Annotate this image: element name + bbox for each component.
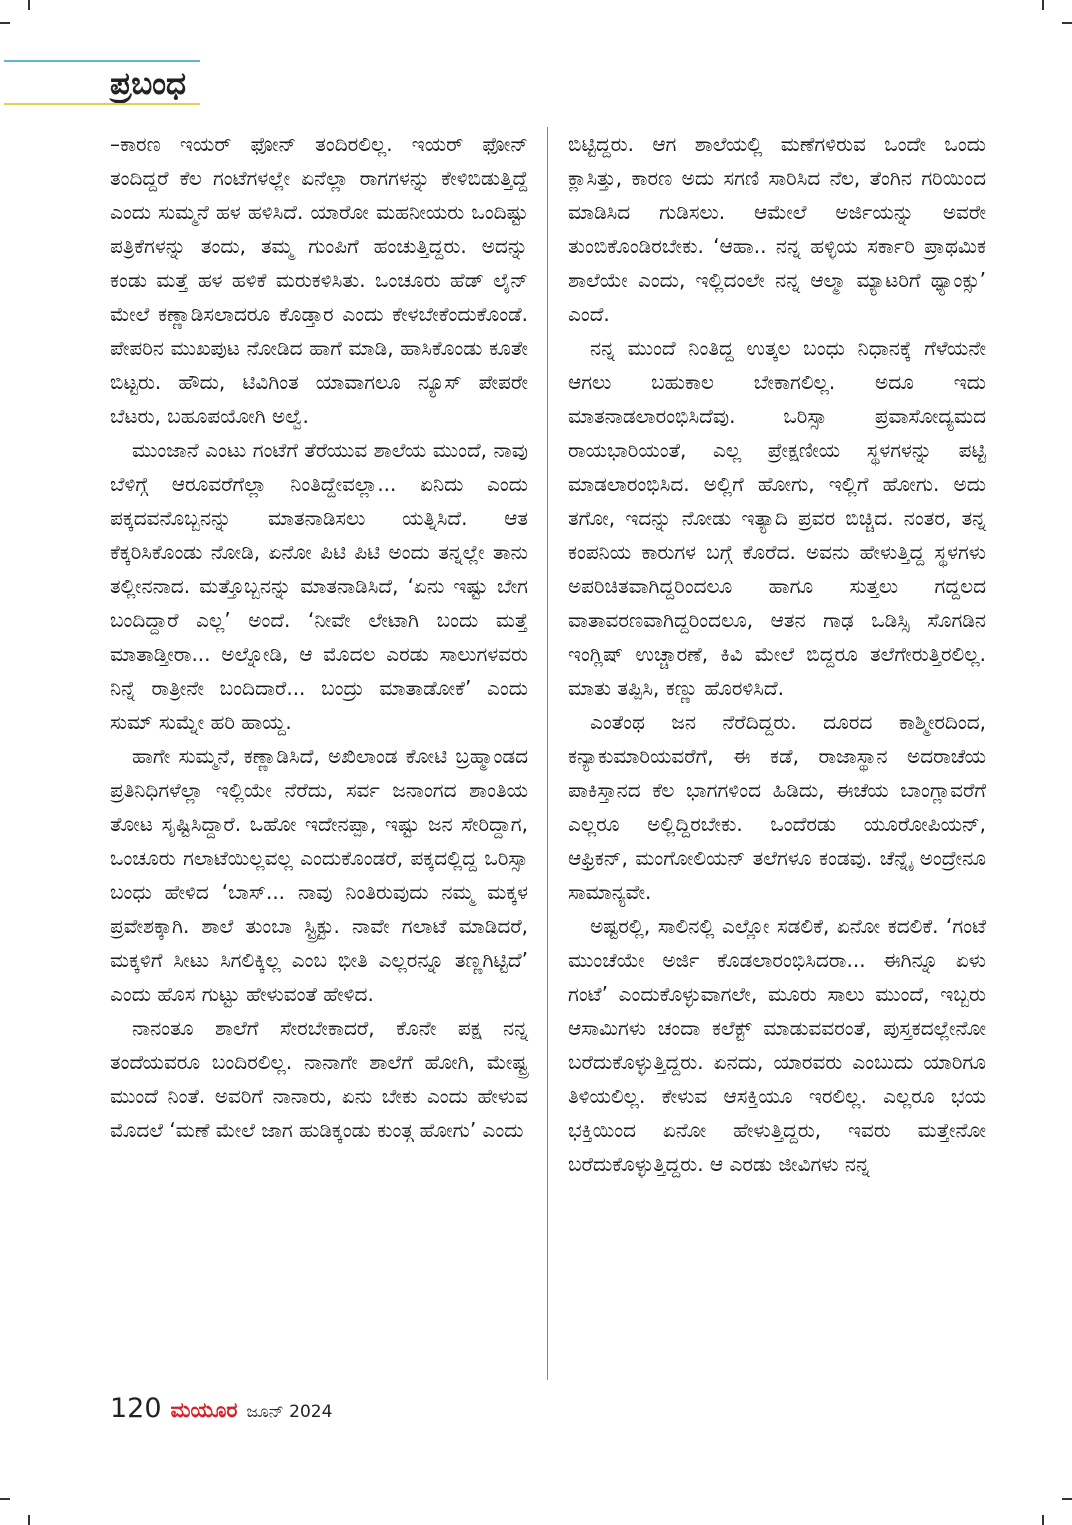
crop-mark <box>28 1515 30 1525</box>
crop-mark <box>1062 1498 1072 1500</box>
crop-mark <box>28 0 30 10</box>
crop-mark <box>0 22 10 24</box>
paragraph: ಅಷ್ಟರಲ್ಲಿ, ಸಾಲಿನಲ್ಲಿ ಎಲ್ಲೋ ಸಡಲಿಕೆ, ಏನೋ ಕದಲಿಕೆ. ‘ಗಂಟೆ ಮುಂಚೆಯೇ ಅರ್ಜಿ ಕೊಡಲಾರಂಭಿಸಿದರಾ... ಈಗಿನ್ನೂ ಏಳು ಗಂಟೆ’ ಎಂದುಕೊಳ್ಳುವಾಗಲೇ, ಮೂರು ಸಾಲು ಮುಂದೆ, ಇಬ್ಬರು ಆಸಾಮಿಗಳು ಚಂದಾ ಕಲೆಕ್ಟ್ ಮಾಡುವವರಂತೆ, ಪುಸ್ತಕದಲ್ಲೇನೋ ಬರೆದುಕೊಳ್ಳುತ್ತಿದ್ದರು. ಏನದು, ಯಾರವರು ಎಂಬುದು ಯಾರಿಗೂ ತಿಳಿಯಲಿಲ್ಲ. ಕೇಳುವ ಆಸಕ್ತಿಯೂ ಇರಲಿಲ್ಲ. ಎಲ್ಲರೂ ಭಯ ಭಕ್ತಿಯಿಂದ ಏನೋ ಹೇಳುತ್ತಿದ್ದರು, ಇವರು ಮತ್ತೇನೋ ಬರೆದುಕೊಳ್ಳುತ್ತಿದ್ದರು. ಆ ಎರಡು ಜೀವಿಗಳು ನನ್ನ <box>568 914 986 1176</box>
section-title: ಪ್ರಬಂಧ <box>110 66 186 102</box>
article-column-left <box>110 127 528 1147</box>
paragraph: ಹಾಗೇ ಸುಮ್ಮನೆ, ಕಣ್ಣಾಡಿಸಿದೆ, ಅಖಿಲಾಂಡ ಕೋಟಿ ಬ್ರಹ್ಮಾಂಡದ ಪ್ರತಿನಿಧಿಗಳೆಲ್ಲಾ ಇಲ್ಲಿಯೇ ನೆರೆದು, ಸರ್ವ ಜನಾಂಗದ ಶಾಂತಿಯ ತೋಟ ಸೃಷ್ಟಿಸಿದ್ದಾರೆ. ಒಹೋ ಇದೇನಪ್ಪಾ, ಇಷ್ಟು ಜನ ಸೇರಿದ್ದಾಗ, ಒಂಚೂರು ಗಲಾಟೆಯಿಲ್ಲವಲ್ಲ ಎಂದುಕೊಂಡರೆ, ಪಕ್ಕದಲ್ಲಿದ್ದ ಒರಿಸ್ಸಾ ಬಂಧು ಹೇಳಿದ ‘ಬಾಸ್... ನಾವು ನಿಂತಿರುವುದು ನಮ್ಮ ಮಕ್ಕಳ ಪ್ರವೇಶಕ್ಕಾಗಿ. ಶಾಲೆ ತುಂಬಾ ಸ್ಟ್ರಿಕ್ಟು. ನಾವೇ ಗಲಾಟೆ ಮಾಡಿದರೆ, ಮಕ್ಕಳಿಗೆ ಸೀಟು ಸಿಗಲಿಕ್ಕಿಲ್ಲ ಎಂಬ ಭೀತಿ ಎಲ್ಲರನ್ನೂ ತಣ್ಣಗಿಟ್ಟಿದೆ’ ಎಂದು ಹೊಸ ಗುಟ್ಟು ಹೇಳುವಂತೆ ಹೇಳಿದ. <box>110 744 528 1006</box>
paragraph: ನಾನಂತೂ ಶಾಲೆಗೆ ಸೇರಬೇಕಾದರೆ, ಕೊನೇ ಪಕ್ಷ ನನ್ನ ತಂದೆಯವರೂ ಬಂದಿರಲಿಲ್ಲ. ನಾನಾಗೇ ಶಾಲೆಗೆ ಹೋಗಿ, ಮೇಷ್ಟ್ರ ಮುಂದೆ ನಿಂತೆ. ಅವರಿಗೆ ನಾನಾರು, ಏನು ಬೇಕು ಎಂದು ಹೇಳುವ ಮೊದಲೆ ‘ಮಣೆ ಮೇಲೆ ಜಾಗ ಹುಡಿಕ್ಕಂಡು ಕುಂತ್ಗ ಹೋಗು’ ಎಂದು <box>110 1016 528 1142</box>
paragraph: ಬಿಟ್ಟಿದ್ದರು. ಆಗ ಶಾಲೆಯಲ್ಲಿ ಮಣೆಗಳಿರುವ ಒಂದೇ ಒಂದು ಕ್ಲಾಸಿತ್ತು, ಕಾರಣ ಅದು ಸಗಣಿ ಸಾರಿಸಿದ ನೆಲ, ತೆಂಗಿನ ಗರಿಯಿಂದ ಮಾಡಿಸಿದ ಗುಡಿಸಲು. ಆಮೇಲೆ ಅರ್ಜಿಯನ್ನು ಅವರೇ ತುಂಬಿಕೊಂಡಿರಬೇಕು. ‘ಆಹಾ.. ನನ್ನ ಹಳ್ಳಿಯ ಸರ್ಕಾರಿ ಪ್ರಾಥಮಿಕ ಶಾಲೆಯೇ ಎಂದು, ಇಲ್ಲಿದಂಲೇ ನನ್ನ ಆಲ್ಮಾ ಮ್ಯಾಟರಿಗೆ ಥ್ಯಾಂಕ್ಸು’ ಎಂದೆ. <box>568 132 986 326</box>
paragraph: ಮುಂಜಾನೆ ಎಂಟು ಗಂಟೆಗೆ ತೆರೆಯುವ ಶಾಲೆಯ ಮುಂದೆ, ನಾವು ಬೆಳಿಗ್ಗೆ ಆರೂವರೆಗೆಲ್ಲಾ ನಿಂತಿದ್ದೇವಲ್ಲಾ... ಏನಿದು ಎಂದು ಪಕ್ಕದವನೊಬ್ಬನನ್ನು ಮಾತನಾಡಿಸಲು ಯತ್ನಿಸಿದೆ. ಆತ ಕೆಕ್ಕರಿಸಿಕೊಂಡು ನೋಡಿ, ಏನೋ ಪಿಟಿ ಪಿಟಿ ಅಂದು ತನ್ನಲ್ಲೇ ತಾನು ತಲ್ಲೀನನಾದ. ಮತ್ತೊಬ್ಬನನ್ನು ಮಾತನಾಡಿಸಿದೆ, ‘ಏನು ಇಷ್ಟು ಬೇಗ ಬಂದಿದ್ದಾರೆ ಎಲ್ಲ’ ಅಂದೆ. ‘ನೀವೇ ಲೇಟಾಗಿ ಬಂದು ಮತ್ತೆ ಮಾತಾಡ್ತೀರಾ... ಅಲ್ನೋಡಿ, ಆ ಮೊದಲ ಎರಡು ಸಾಲುಗಳವರು ನಿನ್ನೆ ರಾತ್ರೀನೇ ಬಂದಿದಾರೆ... ಬಂದ್ರು ಮಾತಾಡೋಕೆ’ ಎಂದು ಸುಮ್ ಸುಮ್ನೇ ಹರಿ ಹಾಯ್ದ. <box>110 438 528 734</box>
page-number: 120 <box>110 1393 162 1424</box>
magazine-logo: ಮಯೂರ <box>170 1398 238 1422</box>
paragraph: –ಕಾರಣ ಇಯರ್ ಫೋನ್ ತಂದಿರಲಿಲ್ಲ. ಇಯರ್ ಫೋನ್ ತಂದಿದ್ದರೆ ಕೆಲ ಗಂಟೆಗಳಲ್ಲೇ ಏನೆಲ್ಲಾ ರಾಗಗಳನ್ನು ಕೇಳಿಬಿಡುತ್ತಿದ್ದೆ ಎಂದು ಸುಮ್ಮನೆ ಹಳ ಹಳಿಸಿದೆ. ಯಾರೋ ಮಹನೀಯರು ಒಂದಿಷ್ಟು ಪತ್ರಿಕೆಗಳನ್ನು ತಂದು, ತಮ್ಮ ಗುಂಪಿಗೆ ಹಂಚುತ್ತಿದ್ದರು. ಅದನ್ನು ಕಂಡು ಮತ್ತೆ ಹಳ ಹಳಿಕೆ ಮರುಕಳಿಸಿತು. ಒಂಚೂರು ಹೆಡ್ ಲೈನ್ ಮೇಲೆ ಕಣ್ಣಾಡಿಸಲಾದರೂ ಕೊಡ್ತಾರ ಎಂದು ಕೇಳಬೇಕೆಂದುಕೊಂಡೆ. ಪೇಪರಿನ ಮುಖಪುಟ ನೋಡಿದ ಹಾಗೆ ಮಾಡಿ, ಹಾಸಿಕೊಂಡು ಕೂತೇ ಬಿಟ್ಟರು. ಹೌದು, ಟಿವಿಗಿಂತ ಯಾವಾಗಲೂ ನ್ಯೂಸ್ ಪೇಪರೇ ಬೆಟರು, ಬಹೂಪಯೋಗಿ ಅಲ್ವೆ. <box>110 132 528 428</box>
paragraph: ಎಂತೆಂಥ ಜನ ನೆರೆದಿದ್ದರು. ದೂರದ ಕಾಶ್ಮೀರದಿಂದ, ಕನ್ಯಾಕುಮಾರಿಯವರೆಗೆ, ಈ ಕಡೆ, ರಾಜಾಸ್ಥಾನ ಅದರಾಚೆಯ ಪಾಕಿಸ್ತಾನದ ಕೆಲ ಭಾಗಗಳಿಂದ ಹಿಡಿದು, ಈಚೆಯ ಬಾಂಗ್ಲಾವರೆಗೆ ಎಲ್ಲರೂ ಅಲ್ಲಿದ್ದಿರಬೇಕು. ಒಂದೆರಡು ಯೂರೋಪಿಯನ್, ಆಫ್ರಿಕನ್, ಮಂಗೋಲಿಯನ್ ತಲೆಗಳೂ ಕಂಡವು. ಚೆನ್ನೈ ಅಂದ್ರೇನೂ ಸಾಮಾನ್ಯವೇ. <box>568 710 986 904</box>
section-rule-bottom <box>4 103 200 105</box>
page-footer <box>110 1393 332 1429</box>
crop-mark <box>1062 22 1072 24</box>
section-rule-top <box>4 60 200 62</box>
column-divider <box>547 127 548 1380</box>
paragraph: ನನ್ನ ಮುಂದೆ ನಿಂತಿದ್ದ ಉತ್ಕಲ ಬಂಧು ನಿಧಾನಕ್ಕೆ ಗೆಳೆಯನೇ ಆಗಲು ಬಹುಕಾಲ ಬೇಕಾಗಲಿಲ್ಲ. ಅದೂ ಇದು ಮಾತನಾಡಲಾರಂಭಿಸಿದೆವು. ಒರಿಸ್ಸಾ ಪ್ರವಾಸೋದ್ಯಮದ ರಾಯಭಾರಿಯಂತೆ, ಎಲ್ಲ ಪ್ರೇಕ್ಷಣೀಯ ಸ್ಥಳಗಳನ್ನು ಪಟ್ಟಿ ಮಾಡಲಾರಂಭಿಸಿದ. ಅಲ್ಲಿಗೆ ಹೋಗು, ಇಲ್ಲಿಗೆ ಹೋಗು. ಅದು ತಗೋ, ಇದನ್ನು ನೋಡು ಇತ್ಯಾದಿ ಪ್ರವರ ಬಿಚ್ಚಿದ. ನಂತರ, ತನ್ನ ಕಂಪನಿಯ ಕಾರುಗಳ ಬಗ್ಗೆ ಕೊರೆದ. ಅವನು ಹೇಳುತ್ತಿದ್ದ ಸ್ಥಳಗಳು ಅಪರಿಚಿತವಾಗಿದ್ದರಿಂದಲೂ ಹಾಗೂ ಸುತ್ತಲು ಗದ್ದಲದ ವಾತಾವರಣವಾಗಿದ್ದರಿಂದಲೂ, ಆತನ ಗಾಢ ಒಡಿಸ್ಸಿ ಸೊಗಡಿನ ಇಂಗ್ಲಿಷ್ ಉಚ್ಚಾರಣೆ, ಕಿವಿ ಮೇಲೆ ಬಿದ್ದರೂ ತಲೆಗೇರುತ್ತಿರಲಿಲ್ಲ. ಮಾತು ತಪ್ಪಿಸಿ, ಕಣ್ಣು ಹೊರಳಿಸಿದೆ. <box>568 336 986 700</box>
issue-date: ಜೂನ್ 2024 <box>246 1402 333 1422</box>
article-column-right <box>568 127 986 1181</box>
crop-mark <box>1042 1515 1044 1525</box>
crop-mark <box>0 1498 10 1500</box>
crop-mark <box>1042 0 1044 10</box>
